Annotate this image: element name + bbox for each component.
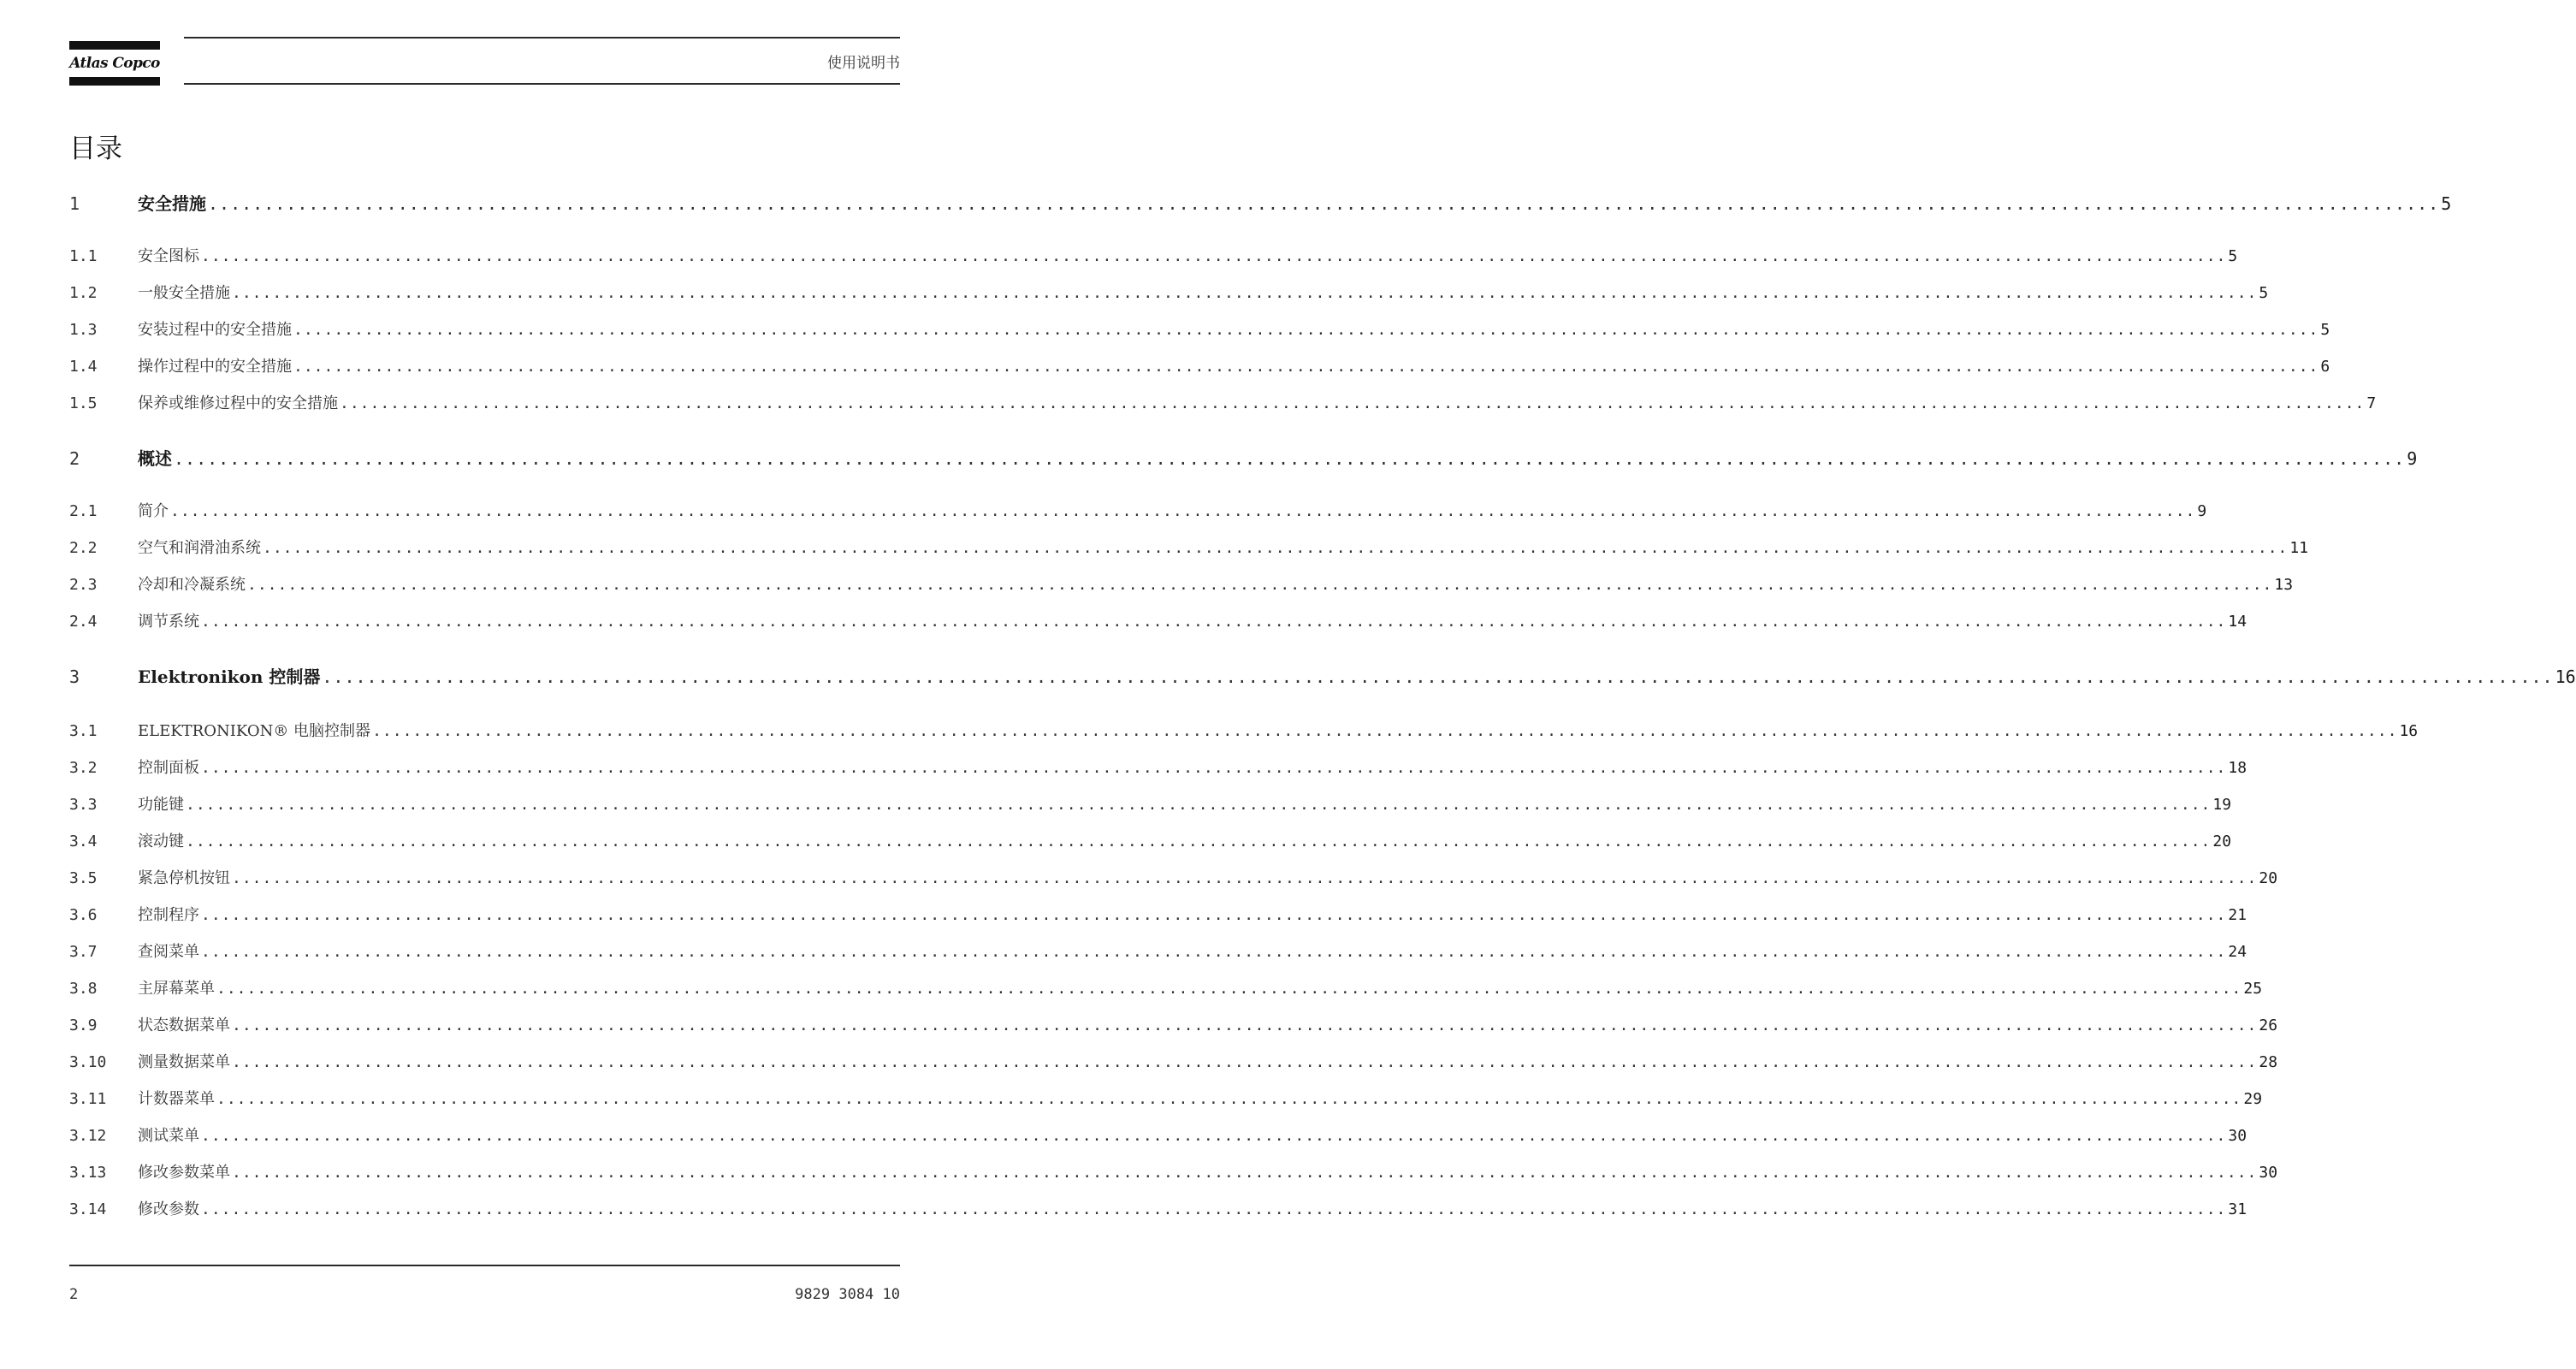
toc-entry-number: 1.2 bbox=[69, 284, 98, 302]
toc-leader-dots: ........................................................................................................................................................................................................ bbox=[174, 448, 2406, 469]
toc-section-entry[interactable] bbox=[69, 317, 2330, 343]
toc-section-entry[interactable] bbox=[69, 391, 2377, 417]
toc-entry-page: 21 bbox=[2228, 906, 2247, 924]
toc-entry-label: 安装过程中的安全措施 bbox=[138, 321, 292, 339]
toc-entry-label: 概述 bbox=[138, 448, 172, 469]
toc-leader-dots: ........................................................................................................................................................................................................ bbox=[201, 613, 2227, 631]
toc-leader-dots: ........................................................................................................................................................................................................ bbox=[232, 1164, 2258, 1182]
toc-entry-label: 查阅菜单 bbox=[138, 943, 199, 961]
toc-entry-label: 滚动键 bbox=[138, 833, 184, 850]
toc-entry-label: 紧急停机按钮 bbox=[138, 869, 230, 887]
toc-entry-number: 2.4 bbox=[69, 613, 98, 631]
toc-entry-label: 安全措施 bbox=[138, 193, 206, 214]
toc-section-entry[interactable] bbox=[69, 1050, 2278, 1076]
toc-entry-page: 24 bbox=[2228, 943, 2247, 961]
toc-entry-page: 31 bbox=[2228, 1200, 2247, 1218]
toc-leader-dots: ........................................................................................................................................................................................................ bbox=[201, 943, 2227, 961]
toc-leader-dots: ........................................................................................................................................................................................................ bbox=[232, 869, 2258, 887]
toc-section-entry[interactable] bbox=[69, 866, 2278, 892]
toc-section-entry[interactable] bbox=[69, 572, 2294, 598]
toc-entry-page: 5 bbox=[2320, 321, 2330, 339]
toc-leader-dots: ........................................................................................................................................................................................................ bbox=[186, 833, 2212, 850]
toc-entry-number: 1.3 bbox=[69, 321, 98, 339]
toc-entry-label: Elektronikon 控制器 bbox=[138, 667, 321, 687]
toc-leader-dots: ........................................................................................................................................................................................................ bbox=[293, 358, 2319, 376]
toc-section-entry[interactable] bbox=[69, 976, 2263, 1002]
toc-entry-number: 1 bbox=[69, 193, 80, 214]
toc-entry-number: 3.11 bbox=[69, 1090, 107, 1108]
toc-entry-label: 控制程序 bbox=[138, 906, 199, 924]
toc-entry-page: 5 bbox=[2259, 284, 2269, 302]
toc-leader-dots: ........................................................................................................................................................................................................ bbox=[322, 667, 2554, 687]
toc-entry-label: 控制面板 bbox=[138, 759, 199, 777]
toc-section-entry[interactable] bbox=[69, 1160, 2278, 1186]
toc-section-entry[interactable] bbox=[69, 792, 2232, 818]
toc-entry-label: 计数器菜单 bbox=[138, 1090, 215, 1108]
header-top-rule bbox=[184, 37, 900, 39]
toc-entry-page: 29 bbox=[2243, 1090, 2263, 1108]
toc-entry-page: 5 bbox=[2228, 247, 2238, 265]
toc-entry-number: 1.4 bbox=[69, 358, 98, 376]
toc-entry-number: 3.13 bbox=[69, 1164, 107, 1182]
toc-entry-page: 6 bbox=[2320, 358, 2330, 376]
toc-chapter-entry[interactable] bbox=[69, 445, 2418, 471]
toc-entry-label: 一般安全措施 bbox=[138, 284, 230, 302]
page-number: 2 bbox=[69, 1286, 79, 1303]
toc-leader-dots: ........................................................................................................................................................................................................ bbox=[201, 247, 2227, 265]
toc-entry-page: 20 bbox=[2259, 869, 2278, 887]
toc-section-entry[interactable] bbox=[69, 609, 2247, 635]
toc-chapter-entry[interactable] bbox=[69, 663, 2576, 689]
toc-entry-label: 简介 bbox=[138, 502, 169, 520]
toc-entry-label: 状态数据菜单 bbox=[138, 1016, 230, 1034]
toc-entry-number: 3.10 bbox=[69, 1053, 107, 1071]
toc-entry-label: 保养或维修过程中的安全措施 bbox=[138, 394, 338, 412]
toc-entry-page: 13 bbox=[2274, 576, 2294, 594]
toc-entry-number: 3 bbox=[69, 667, 80, 687]
toc-entry-label: 主屏幕菜单 bbox=[138, 980, 215, 998]
toc-entry-number: 3.14 bbox=[69, 1200, 107, 1218]
toc-entry-number: 3.8 bbox=[69, 980, 98, 998]
toc-entry-number: 3.5 bbox=[69, 869, 98, 887]
toc-entry-number: 2.2 bbox=[69, 539, 98, 557]
toc-entry-number: 3.1 bbox=[69, 722, 98, 740]
toc-section-entry[interactable] bbox=[69, 499, 2207, 524]
toc-section-entry[interactable] bbox=[69, 1197, 2247, 1223]
toc-section-entry[interactable] bbox=[69, 281, 2269, 306]
toc-entry-number: 3.7 bbox=[69, 943, 98, 961]
toc-entry-page: 11 bbox=[2289, 539, 2309, 557]
toc-entry-label: 安全图标 bbox=[138, 247, 199, 265]
toc-entry-number: 1.1 bbox=[69, 247, 98, 265]
toc-section-entry[interactable] bbox=[69, 1123, 2247, 1149]
toc-entry-page: 14 bbox=[2228, 613, 2247, 631]
atlas-copco-logo bbox=[69, 41, 160, 86]
toc-section-entry[interactable] bbox=[69, 536, 2309, 561]
toc-leader-dots: ........................................................................................................................................................................................................ bbox=[263, 539, 2289, 557]
toc-entry-number: 3.3 bbox=[69, 796, 98, 814]
document-type: 使用说明书 bbox=[827, 55, 900, 72]
toc-entry-number: 3.2 bbox=[69, 759, 98, 777]
toc-leader-dots: ........................................................................................................................................................................................................ bbox=[340, 394, 2366, 412]
toc-leader-dots: ........................................................................................................................................................................................................ bbox=[186, 796, 2212, 814]
toc-entry-page: 30 bbox=[2228, 1127, 2247, 1145]
toc-leader-dots: ........................................................................................................................................................................................................ bbox=[293, 321, 2319, 339]
logo-bottom-bar bbox=[69, 77, 160, 86]
toc-entry-page: 9 bbox=[2197, 502, 2207, 520]
toc-section-entry[interactable] bbox=[69, 719, 2419, 744]
toc-entry-label: 功能键 bbox=[138, 796, 184, 814]
toc-leader-dots: ........................................................................................................................................................................................................ bbox=[232, 284, 2258, 302]
toc-entry-label: 测量数据菜单 bbox=[138, 1053, 230, 1071]
document-number: 9829 3084 10 bbox=[795, 1286, 900, 1303]
toc-section-entry[interactable] bbox=[69, 354, 2330, 380]
toc-entry-page: 28 bbox=[2259, 1053, 2278, 1071]
toc-entry-label: ELEKTRONIKON® 电脑控制器 bbox=[138, 722, 371, 740]
toc-entry-page: 7 bbox=[2366, 394, 2377, 412]
toc-entry-page: 16 bbox=[2555, 667, 2576, 687]
toc-entry-page: 20 bbox=[2212, 833, 2232, 850]
toc-entry-number: 2 bbox=[69, 448, 80, 469]
header-bottom-rule bbox=[184, 83, 900, 85]
toc-section-entry[interactable] bbox=[69, 1087, 2263, 1112]
toc-section-entry[interactable] bbox=[69, 903, 2247, 928]
toc-leader-dots: ........................................................................................................................................................................................................ bbox=[201, 906, 2227, 924]
toc-leader-dots: ........................................................................................................................................................................................................ bbox=[372, 722, 2398, 740]
toc-leader-dots: ........................................................................................................................................................................................................ bbox=[170, 502, 2196, 520]
toc-section-entry[interactable] bbox=[69, 939, 2247, 965]
toc-entry-number: 3.6 bbox=[69, 906, 98, 924]
toc-entry-label: 修改参数菜单 bbox=[138, 1164, 230, 1182]
footer-rule bbox=[69, 1265, 900, 1266]
toc-section-entry[interactable] bbox=[69, 1013, 2278, 1039]
logo-top-bar bbox=[69, 41, 160, 50]
toc-entry-number: 3.12 bbox=[69, 1127, 107, 1145]
toc-section-entry[interactable] bbox=[69, 756, 2247, 781]
toc-leader-dots: ........................................................................................................................................................................................................ bbox=[232, 1053, 2258, 1071]
toc-entry-label: 空气和润滑油系统 bbox=[138, 539, 261, 557]
toc-leader-dots: ........................................................................................................................................................................................................ bbox=[247, 576, 2273, 594]
toc-entry-label: 调节系统 bbox=[138, 613, 199, 631]
toc-section-entry[interactable] bbox=[69, 244, 2238, 270]
toc-leader-dots: ........................................................................................................................................................................................................ bbox=[201, 759, 2227, 777]
toc-leader-dots: ........................................................................................................................................................................................................ bbox=[208, 193, 2440, 214]
toc-leader-dots: ........................................................................................................................................................................................................ bbox=[216, 980, 2242, 998]
toc-entry-number: 1.5 bbox=[69, 394, 98, 412]
toc-entry-page: 18 bbox=[2228, 759, 2247, 777]
toc-leader-dots: ........................................................................................................................................................................................................ bbox=[216, 1090, 2242, 1108]
toc-entry-number: 2.1 bbox=[69, 502, 98, 520]
page-title: 目录 bbox=[69, 133, 122, 164]
toc-leader-dots: ........................................................................................................................................................................................................ bbox=[232, 1016, 2258, 1034]
toc-entry-number: 2.3 bbox=[69, 576, 98, 594]
toc-entry-label: 修改参数 bbox=[138, 1200, 199, 1218]
toc-entry-page: 16 bbox=[2399, 722, 2419, 740]
toc-chapter-entry[interactable] bbox=[69, 190, 2452, 216]
toc-entry-page: 25 bbox=[2243, 980, 2263, 998]
toc-entry-label: 测试菜单 bbox=[138, 1127, 199, 1145]
toc-entry-number: 3.4 bbox=[69, 833, 98, 850]
toc-leader-dots: ........................................................................................................................................................................................................ bbox=[201, 1127, 2227, 1145]
toc-entry-page: 5 bbox=[2441, 193, 2452, 214]
toc-section-entry[interactable] bbox=[69, 829, 2232, 855]
toc-entry-page: 9 bbox=[2407, 448, 2418, 469]
toc-entry-page: 30 bbox=[2259, 1164, 2278, 1182]
toc-entry-label: 操作过程中的安全措施 bbox=[138, 358, 292, 376]
toc-entry-page: 19 bbox=[2212, 796, 2232, 814]
toc-entry-label: 冷却和冷凝系统 bbox=[138, 576, 246, 594]
toc-entry-number: 3.9 bbox=[69, 1016, 98, 1034]
toc-leader-dots: ........................................................................................................................................................................................................ bbox=[201, 1200, 2227, 1218]
logo-wordmark: Atlas Copco bbox=[69, 55, 160, 72]
toc-entry-page: 26 bbox=[2259, 1016, 2278, 1034]
